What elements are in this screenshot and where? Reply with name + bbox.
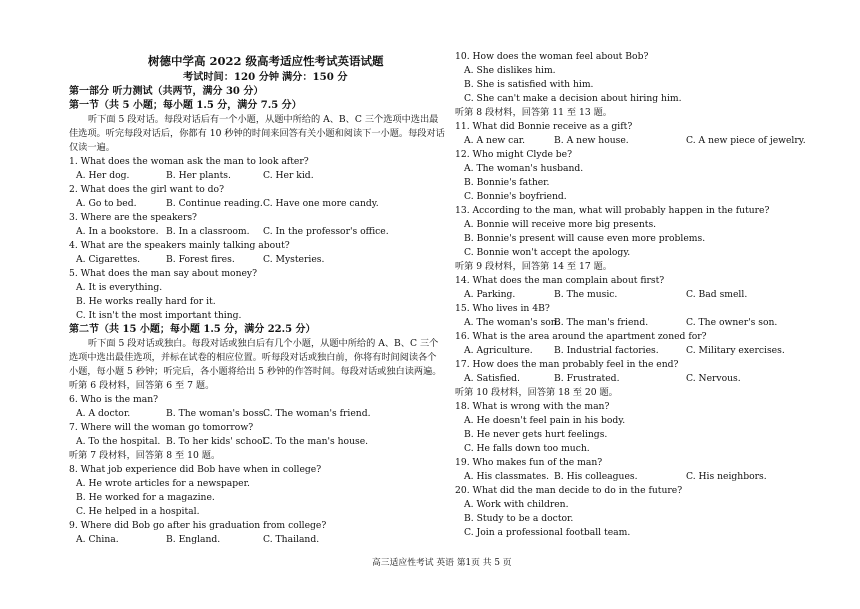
- option-b: B. To her kids' school.: [166, 436, 269, 447]
- option-c: C. She can't make a decision about hiring him.: [464, 93, 682, 104]
- option-a: A. She dislikes him.: [464, 65, 556, 76]
- option-a: A. His classmates.: [464, 471, 550, 482]
- option-a: A. To the hospital.: [76, 436, 161, 447]
- option-b: B. Bonnie's father.: [464, 177, 550, 188]
- option-a: A. Bonnie will receive more big presents.: [464, 219, 657, 230]
- option-a: A. A doctor.: [76, 408, 131, 419]
- option-b: B. He never gets hurt feelings.: [464, 429, 608, 440]
- option-c: C. Have one more candy.: [263, 198, 379, 209]
- option-b: B. The music.: [554, 289, 618, 300]
- option-c: C. He helped in a hospital.: [76, 506, 200, 517]
- section1-instruction: 佳选项。听完每段对话后，你都有 10 秒钟的时间来回答有关小题和阅读下一小题。每段对话: [69, 128, 445, 139]
- option-b: B. The man's friend.: [554, 317, 649, 328]
- option-c: C. It isn't the most important thing.: [76, 310, 242, 321]
- section1-heading: 第一节（共 5 小题；每小题 1.5 分，满分 7.5 分）: [69, 100, 302, 111]
- question-14: 14. What does the man complain about first?: [455, 275, 665, 286]
- section1-instruction: 仅读一遍。: [69, 142, 115, 153]
- exam-time: 考试时间：120 分钟: [183, 71, 280, 83]
- option-c: C. Military exercises.: [686, 345, 785, 356]
- question-19: 19. Who makes fun of the man?: [455, 457, 603, 468]
- option-c: C. Thailand.: [263, 534, 320, 545]
- question-2: 2. What does the girl want to do?: [69, 184, 225, 195]
- option-c: C. His neighbors.: [686, 471, 767, 482]
- question-7: 7. Where will the woman go tomorrow?: [69, 422, 254, 433]
- section2-instruction: 小题，每小题 5 秒钟；听完后，各小题将给出 5 秒钟的作答时间。每段对话或独白读两遍。: [69, 366, 442, 377]
- question-13: 13. According to the man, what will probably happen in the future?: [455, 205, 770, 216]
- material-note: 听第 9 段材料，回答第 14 至 17 题。: [455, 261, 612, 272]
- option-a: A. He wrote articles for a newspaper.: [76, 478, 250, 489]
- option-b: B. Study to be a doctor.: [464, 513, 574, 524]
- option-c: C. Mysteries.: [263, 254, 325, 265]
- option-a: A. A new car.: [464, 135, 526, 146]
- option-a: A. It is everything.: [76, 282, 163, 293]
- option-b: B. Industrial factories.: [554, 345, 659, 356]
- option-a: A. Agriculture.: [464, 345, 533, 356]
- option-c: C. The woman's friend.: [263, 408, 371, 419]
- option-b: B. He worked for a magazine.: [76, 492, 215, 503]
- option-a: A. The woman's husband.: [464, 163, 584, 174]
- question-18: 18. What is wrong with the man?: [455, 401, 610, 412]
- section2-instruction: 选项中选出最佳选项，并标在试卷的相应位置。听每段对话或独白前，你将有时间阅读各个: [69, 352, 437, 363]
- material-note: 听第 6 段材料，回答第 6 至 7 题。: [69, 380, 215, 391]
- option-b: B. His colleagues.: [554, 471, 638, 482]
- option-b: B. Bonnie's present will cause even more problems.: [464, 233, 706, 244]
- option-a: A. China.: [76, 534, 119, 545]
- part1-heading: 第一部分 听力测试（共两节，满分 30 分）: [69, 86, 264, 97]
- option-a: A. The woman's son.: [464, 317, 560, 328]
- option-c: C. To the man's house.: [263, 436, 369, 447]
- option-b: B. Forest fires.: [166, 254, 235, 265]
- question-16: 16. What is the area around the apartment zoned for?: [455, 331, 707, 342]
- question-12: 12. Who might Clyde be?: [455, 149, 573, 160]
- option-a: A. Work with children.: [464, 499, 569, 510]
- exam-title: 树德中学高 2022 级高考适应性考试英语试题: [148, 54, 384, 68]
- option-b: B. She is satisfied with him.: [464, 79, 594, 90]
- option-c: C. Nervous.: [686, 373, 741, 384]
- question-3: 3. Where are the speakers?: [69, 212, 197, 223]
- option-c: C. Bonnie's boyfriend.: [464, 191, 567, 202]
- material-note: 听第 8 段材料，回答第 11 至 13 题。: [455, 107, 612, 118]
- option-a: A. Go to bed.: [76, 198, 137, 209]
- question-17: 17. How does the man probably feel in the end?: [455, 359, 679, 370]
- option-c: C. Bonnie won't accept the apology.: [464, 247, 631, 258]
- option-a: A. In a bookstore.: [76, 226, 159, 237]
- option-c: C. Join a professional football team.: [464, 527, 631, 538]
- option-c: C. He falls down too much.: [464, 443, 590, 454]
- option-b: B. Her plants.: [166, 170, 231, 181]
- question-9: 9. Where did Bob go after his graduation from college?: [69, 520, 327, 531]
- question-11: 11. What did Bonnie receive as a gift?: [455, 121, 633, 132]
- option-b: B. Continue reading.: [166, 198, 263, 209]
- option-b: B. A new house.: [554, 135, 629, 146]
- option-b: B. England.: [166, 534, 221, 545]
- question-15: 15. Who lives in 4B?: [455, 303, 550, 314]
- option-a: A. Parking.: [464, 289, 516, 300]
- option-b: B. He works really hard for it.: [76, 296, 216, 307]
- section1-instruction: 听下面 5 段对话。每段对话后有一个小题，从题中所给的 A、B、C 三个选项中选出最: [88, 114, 439, 125]
- option-a: A. Cigarettes.: [76, 254, 141, 265]
- option-c: C. A new piece of jewelry.: [686, 135, 806, 146]
- question-8: 8. What job experience did Bob have when in college?: [69, 464, 322, 475]
- question-6: 6. Who is the man?: [69, 394, 159, 405]
- option-c: C. In the professor's office.: [263, 226, 389, 237]
- option-a: A. Her dog.: [76, 170, 130, 181]
- section2-heading: 第二节（共 15 小题；每小题 1.5 分，满分 22.5 分）: [69, 324, 316, 335]
- question-20: 20. What did the man decide to do in the future?: [455, 485, 683, 496]
- option-a: A. Satisfied.: [464, 373, 520, 384]
- section2-instruction: 听下面 5 段对话或独白。每段对话或独白后有几个小题，从题中所给的 A、B、C 三个: [88, 338, 439, 349]
- option-a: A. He doesn't feel pain in his body.: [464, 415, 626, 426]
- question-1: 1. What does the woman ask the man to look after?: [69, 156, 309, 167]
- question-10: 10. How does the woman feel about Bob?: [455, 51, 649, 62]
- page-footer: 高三适应性考试 英语 第1页 共 5 页: [372, 558, 512, 568]
- option-b: B. Frustrated.: [554, 373, 620, 384]
- material-note: 听第 10 段材料，回答第 18 至 20 题。: [455, 387, 618, 398]
- option-b: B. In a classroom.: [166, 226, 250, 237]
- exam-score: 满分：150 分: [282, 71, 348, 83]
- option-c: C. Bad smell.: [686, 289, 748, 300]
- material-note: 听第 7 段材料，回答第 8 至 10 题。: [69, 450, 221, 461]
- option-c: C. Her kid.: [263, 170, 314, 181]
- option-c: C. The owner's son.: [686, 317, 778, 328]
- question-4: 4. What are the speakers mainly talking about?: [69, 240, 290, 251]
- option-b: B. The woman's boss.: [166, 408, 267, 419]
- question-5: 5. What does the man say about money?: [69, 268, 258, 279]
